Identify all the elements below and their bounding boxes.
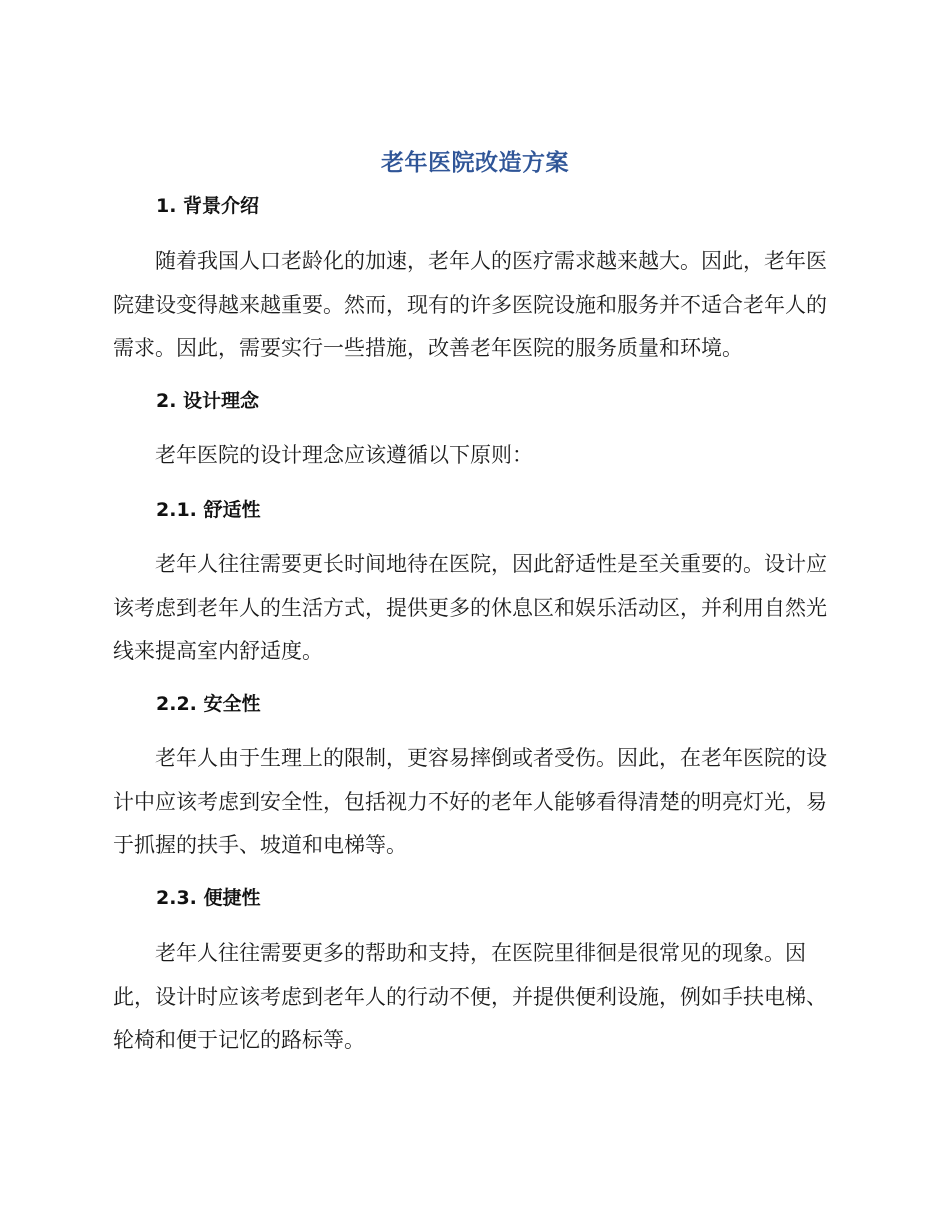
section-heading-background: 1. 背景介绍 [156,195,260,217]
section-body-background: 随着我国人口老龄化的加速，老年人的医疗需求越来越大。因此，老年医院建设变得越来越重要。然而，现有的许多医院设施和服务并不适合老年人的需求。因此，需要实行一些措施，改善老年医院的服务质量和环境。 [113,249,827,360]
section-body-convenience: 老年人往往需要更多的帮助和支持，在医院里徘徊是很常见的现象。因此，设计时应该考虑到老年人的行动不便，并提供便利设施，例如手扶电梯、轮椅和便于记忆的路标等。 [113,941,827,1052]
section-heading-design-concept: 2. 设计理念 [156,390,260,412]
section-heading-convenience: 2.3. 便捷性 [156,887,261,909]
section-body-comfort: 老年人往往需要更长时间地待在医院，因此舒适性是至关重要的。设计应该考虑到老年人的生活方式，提供更多的休息区和娱乐活动区，并利用自然光线来提高室内舒适度。 [113,552,827,663]
section-body-design-concept: 老年医院的设计理念应该遵循以下原则： [155,443,533,467]
document-title: 老年医院改造方案 [381,150,569,176]
section-heading-comfort: 2.1. 舒适性 [156,499,261,521]
section-heading-safety: 2.2. 安全性 [156,693,261,715]
section-body-safety: 老年人由于生理上的限制，更容易摔倒或者受伤。因此，在老年医院的设计中应该考虑到安全性，包括视力不好的老年人能够看得清楚的明亮灯光，易于抓握的扶手、坡道和电梯等。 [113,746,827,857]
